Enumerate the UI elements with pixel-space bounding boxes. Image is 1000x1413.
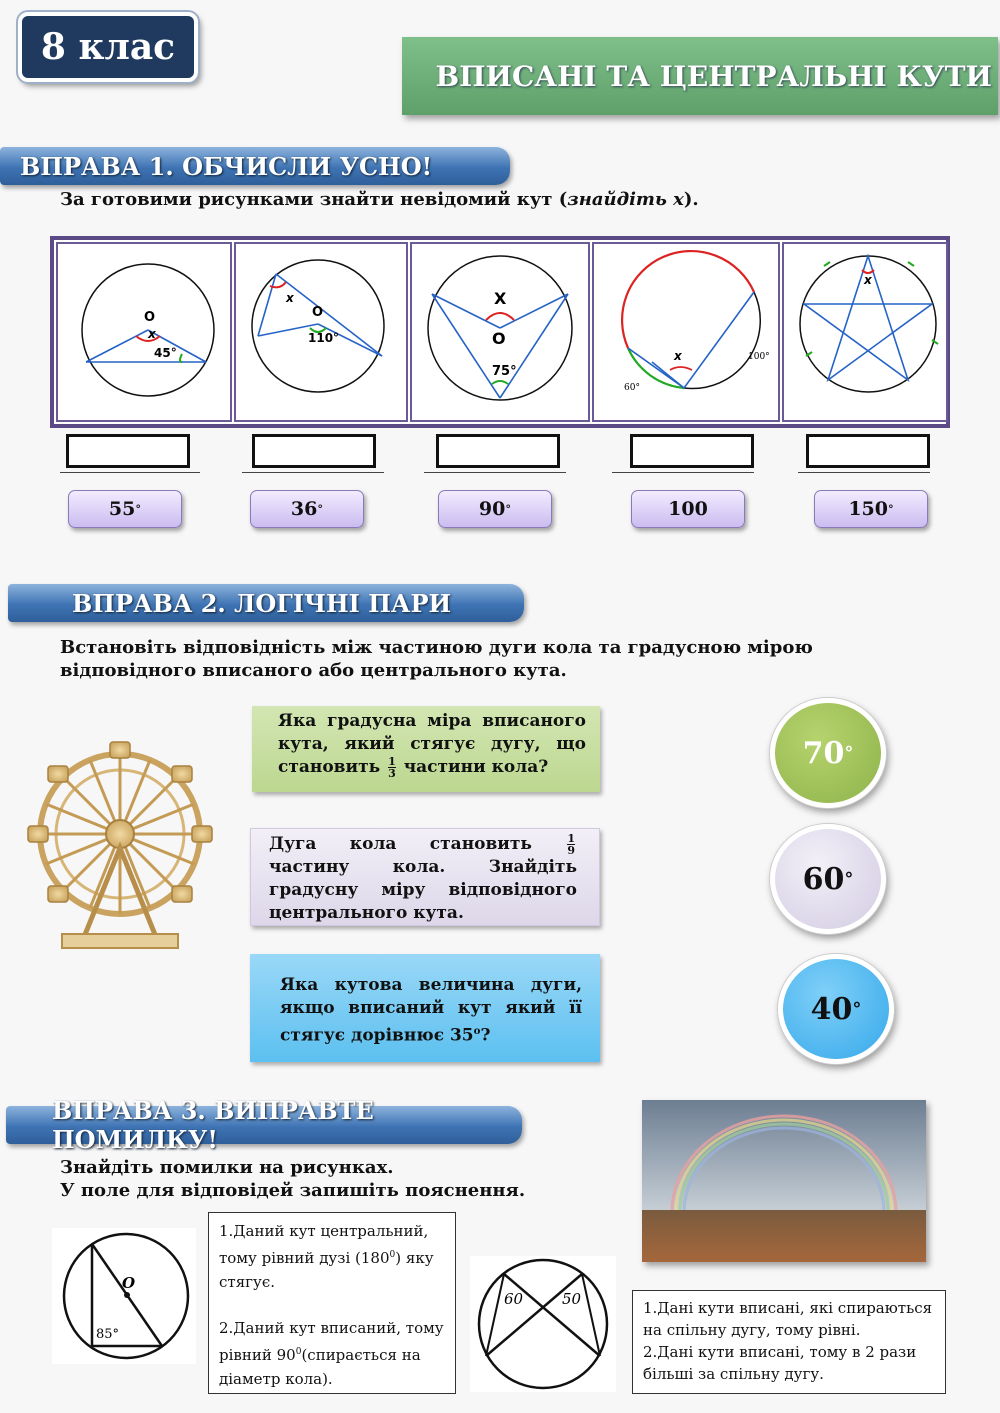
explanation-2-line-2: 2.Дані кути вписані, тому в 2 рази більші за спільну дугу. [643, 1343, 917, 1383]
figures-frame [50, 236, 950, 428]
fraction-den: 3 [388, 767, 396, 780]
instruction-italic: знайдіть x [567, 189, 684, 210]
fraction-den: 9 [567, 844, 575, 857]
answer-box-4[interactable] [630, 434, 754, 468]
figure-4 [592, 242, 780, 422]
explanation-box-1[interactable] [208, 1212, 456, 1394]
choice-value: 100 [668, 498, 708, 520]
figure-1-label-angle: 45° [154, 346, 177, 360]
fraction-num: 1 [567, 832, 575, 845]
figure-2-label-x: x [286, 291, 294, 305]
degree-sign: ° [317, 502, 324, 516]
topic-banner: ВПИСАНІ ТА ЦЕНТРАЛЬНІ КУТИ [402, 37, 998, 115]
answer-line-3 [424, 472, 566, 473]
exercise3-instruction [60, 1156, 525, 1202]
ball-value: 70 [802, 735, 845, 771]
answer-line-2 [242, 472, 384, 473]
answer-line-1 [60, 472, 200, 473]
choice-value: 90 [478, 498, 506, 520]
degree-sign: о [473, 1025, 481, 1037]
choice-value: 55 [108, 498, 136, 520]
fraction-one-third [388, 756, 396, 779]
figure-4-label-x: x [674, 349, 682, 363]
question-2-text: Дуга кола становить [269, 834, 532, 854]
exercise1-instruction [60, 188, 699, 211]
answer-box-2[interactable] [252, 434, 376, 468]
degree-sign: ° [887, 502, 894, 516]
figure-4-label-100: 100° [748, 352, 770, 362]
explanation-2-line-1: 1.Дані кути вписані, які спираються на спільну дугу, тому рівні. [643, 1299, 933, 1339]
question-box-1[interactable] [252, 706, 600, 792]
degree-sign: ° [844, 742, 854, 764]
question-3-mark: ? [480, 1025, 491, 1046]
figure-1-label-x: x [148, 327, 156, 341]
fig2-label-60: 60 [504, 1290, 524, 1308]
figure-1-label-o: O [144, 310, 156, 325]
answer-box-1[interactable] [66, 434, 190, 468]
explanation-1-para-2 [219, 1316, 445, 1391]
choice-chip-1[interactable] [68, 490, 182, 528]
answer-line-4 [612, 472, 754, 473]
figure-3-label-angle: 75° [492, 364, 517, 379]
para-text-end: ) яку стягує. [219, 1249, 434, 1291]
instruction-line-2: У поле для відповідей запишіть пояснення. [60, 1180, 526, 1201]
instruction-line-1: Знайдіть помилки на рисунках. [60, 1157, 394, 1178]
answer-line-5 [798, 472, 930, 473]
figure-2-label-o: O [312, 305, 324, 320]
degree-sign: ° [844, 868, 854, 890]
figure-2-label-angle: 110° [308, 331, 340, 345]
exercise1-title: ВПРАВА 1. ОБЧИСЛИ УСНО! [0, 147, 510, 185]
question-box-3[interactable] [250, 954, 600, 1062]
ball-value: 60 [802, 861, 845, 897]
degree-sign: ° [135, 502, 142, 516]
para-text: 2.Даний кут вписаний, тому рівний 90 [219, 1319, 444, 1364]
degree-sign: ° [852, 998, 862, 1020]
figure-5 [782, 242, 948, 422]
exercise3-title: ВПРАВА 3. ВИПРАВТЕ ПОМИЛКУ! [6, 1106, 522, 1144]
answer-ball-60[interactable] [770, 824, 886, 934]
figure-4-label-60: 60° [624, 383, 640, 393]
explanation-box-2[interactable] [632, 1290, 946, 1394]
fraction-num: 1 [388, 755, 396, 768]
instruction-text: За готовими рисунками знайти невідомий кут ( [60, 189, 568, 210]
grade-badge: 8 клас [18, 12, 198, 82]
figure-3-label-o: O [492, 329, 506, 348]
choice-chip-5[interactable] [814, 490, 928, 528]
question-2-text-end: частину кола. Знайдіть градусну міру відповідного центрального кута. [269, 857, 577, 923]
fig2-label-50: 50 [562, 1290, 582, 1308]
question-3-text: Яка кутова величина дуги, якщо вписаний кут який її стягує дорівнює 35 [280, 975, 582, 1046]
choice-chip-3[interactable] [438, 490, 552, 528]
para-text: 1.Даний кут центральний, тому рівний дузі (180 [219, 1222, 429, 1267]
question-1-text-end: частини кола? [403, 757, 549, 777]
para-text-end: (спирається на діаметр кола). [219, 1346, 421, 1388]
fig1-label-o: O [122, 1274, 136, 1292]
fig1-label-angle: 85° [96, 1327, 120, 1342]
error-figure-1 [52, 1228, 196, 1364]
figure-1 [56, 242, 232, 422]
question-box-2[interactable] [250, 828, 600, 926]
error-figure-2 [470, 1256, 616, 1392]
choice-chip-4[interactable] [631, 490, 745, 528]
figure-5-label-x: x [864, 273, 872, 287]
degree-sup: 0 [295, 1347, 302, 1357]
answer-box-5[interactable] [806, 434, 930, 468]
question-1-text: Яка градусна міра вписаного кута, який стягує дугу, що становить [278, 711, 586, 777]
fraction-one-ninth [567, 833, 575, 856]
choice-value: 36 [290, 498, 318, 520]
answer-ball-40[interactable] [778, 954, 894, 1064]
rainbow-photo [642, 1100, 926, 1262]
choice-chip-2[interactable] [250, 490, 364, 528]
choice-value: 150 [848, 498, 888, 520]
explanation-1-para-1 [219, 1219, 445, 1294]
instruction-text-end: ). [683, 189, 699, 210]
figure-3-label-x: X [494, 289, 507, 308]
exercise2-title: ВПРАВА 2. ЛОГІЧНІ ПАРИ [8, 584, 524, 622]
figure-3 [410, 242, 590, 422]
degree-sign: ° [505, 502, 512, 516]
degree-sup: 0 [389, 1250, 396, 1260]
ball-value: 40 [810, 991, 853, 1027]
ferris-wheel-image [22, 738, 218, 954]
answer-ball-70[interactable] [770, 698, 886, 808]
exercise2-instruction: Встановіть відповідність між частиною дуги кола та градусною мірою відповідного вписаного або центрального кута. [60, 637, 813, 681]
answer-box-3[interactable] [436, 434, 560, 468]
figure-2 [234, 242, 408, 422]
